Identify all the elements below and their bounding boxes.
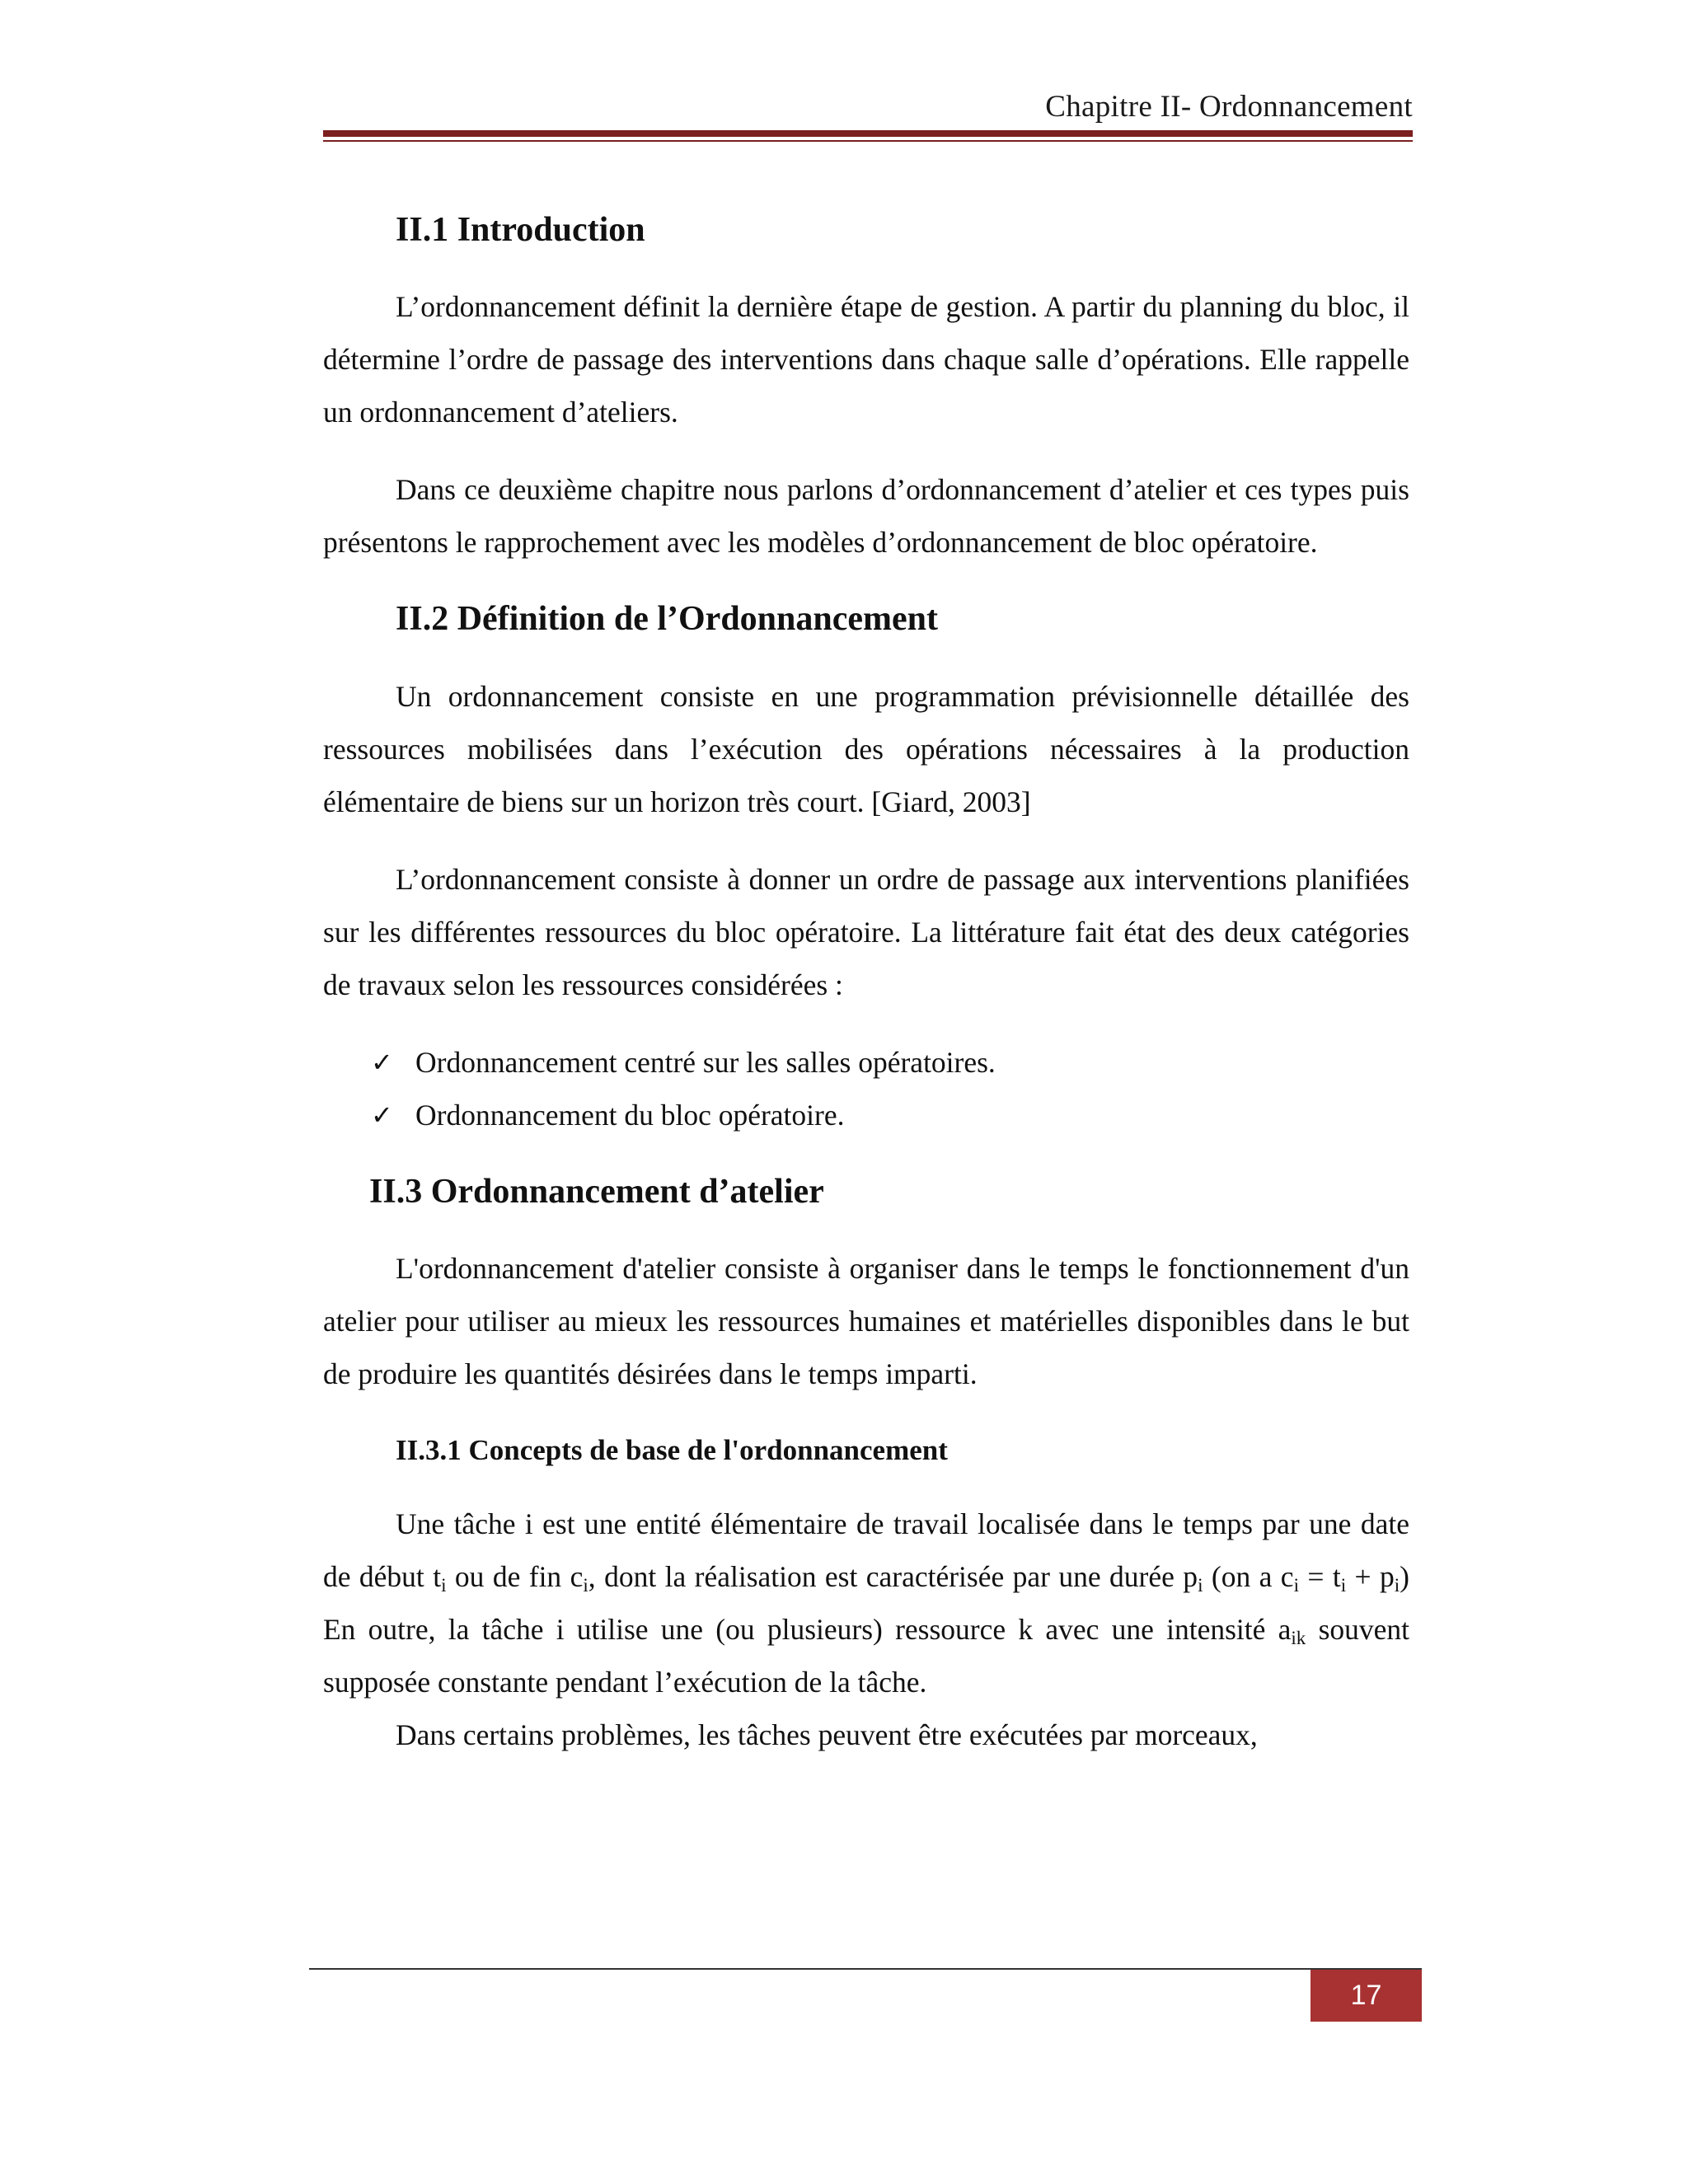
text-run: Une tâche i est une entité élémentaire de travail localisée dans le temps par une date de début t bbox=[323, 1507, 1409, 1594]
paragraph-intro-1: L’ordonnancement définit la dernière étape de gestion. A partir du planning du bloc, il détermine l’ordre de passage des interventions dans chaque salle d’opérations. Elle rappelle un ordonnancement d’ateliers. bbox=[323, 290, 1409, 429]
text-run: ou de fin c bbox=[446, 1560, 584, 1594]
subscript: i bbox=[441, 1573, 447, 1596]
section-heading-introduction: II.1 Introduction bbox=[396, 211, 645, 249]
checklist bbox=[323, 1036, 1409, 1141]
header-rule-thin bbox=[323, 140, 1413, 142]
page-content bbox=[323, 198, 1409, 1761]
subscript: i bbox=[1293, 1573, 1299, 1596]
text-run: souvent supposée constante pendant l’exécution de la tâche. bbox=[323, 1613, 1409, 1699]
paragraph-concepts-1 bbox=[323, 1497, 1409, 1708]
paragraph-atelier-1: L'ordonnancement d'atelier consiste à organiser dans le temps le fonctionnement d'un atelier pour utiliser au mieux les ressources humaines et matérielles disponibles dans le but de produire les quantités désirées dans le temps imparti. bbox=[323, 1252, 1409, 1391]
paragraph-concepts-2: Dans certains problèmes, les tâches peuvent être exécutées par morceaux, bbox=[396, 1718, 1258, 1752]
page-number: 17 bbox=[1311, 1970, 1422, 2022]
subscript: i bbox=[1340, 1573, 1347, 1596]
checkmark-icon: ✓ bbox=[371, 1046, 393, 1078]
text-run: = t bbox=[1298, 1560, 1341, 1594]
text-run: (on a c bbox=[1203, 1560, 1294, 1594]
subscript: i bbox=[1394, 1573, 1400, 1596]
text-run: , dont la réalisation est caractérisée par une durée p bbox=[588, 1560, 1198, 1594]
running-header: Chapitre II- Ordonnancement bbox=[1045, 90, 1413, 124]
subsection-heading-concepts: II.3.1 Concepts de base de l'ordonnancement bbox=[396, 1434, 948, 1467]
header-rule-thick bbox=[323, 130, 1413, 137]
paragraph-definition-2: L’ordonnancement consiste à donner un ordre de passage aux interventions planifiées sur les différentes ressources du bloc opératoire. La littérature fait état des deux catégories de travaux selon les ressources considérées : bbox=[323, 862, 1409, 1001]
text-run: + p bbox=[1346, 1560, 1395, 1594]
text-run: ) En outre, la tâche i utilise une (ou plusieurs) ressource k avec une intensité a bbox=[323, 1560, 1409, 1647]
list-item-text: Ordonnancement du bloc opératoire. bbox=[415, 1098, 845, 1132]
subscript: ik bbox=[1291, 1626, 1306, 1648]
subscript: i bbox=[1198, 1573, 1203, 1596]
section-heading-definition: II.2 Définition de l’Ordonnancement bbox=[396, 600, 939, 639]
list-item bbox=[323, 1036, 1409, 1089]
checkmark-icon: ✓ bbox=[371, 1099, 393, 1131]
section-heading-atelier: II.3 Ordonnancement d’atelier bbox=[369, 1172, 824, 1211]
footer-rule bbox=[309, 1968, 1422, 1970]
paragraph-intro-2: Dans ce deuxième chapitre nous parlons d’ordonnancement d’atelier et ces types puis présentons le rapprochement avec les modèles d’ordonnancement de bloc opératoire. bbox=[323, 473, 1409, 560]
paragraph-definition-1: Un ordonnancement consiste en une programmation prévisionnelle détaillée des ressources mobilisées dans l’exécution des opérations nécessaires à la production élémentaire de biens sur un horizon très court. [Giard, 2003] bbox=[323, 679, 1409, 818]
list-item-text: Ordonnancement centré sur les salles opératoires. bbox=[415, 1045, 996, 1079]
list-item bbox=[323, 1089, 1409, 1141]
subscript: i bbox=[583, 1573, 588, 1596]
